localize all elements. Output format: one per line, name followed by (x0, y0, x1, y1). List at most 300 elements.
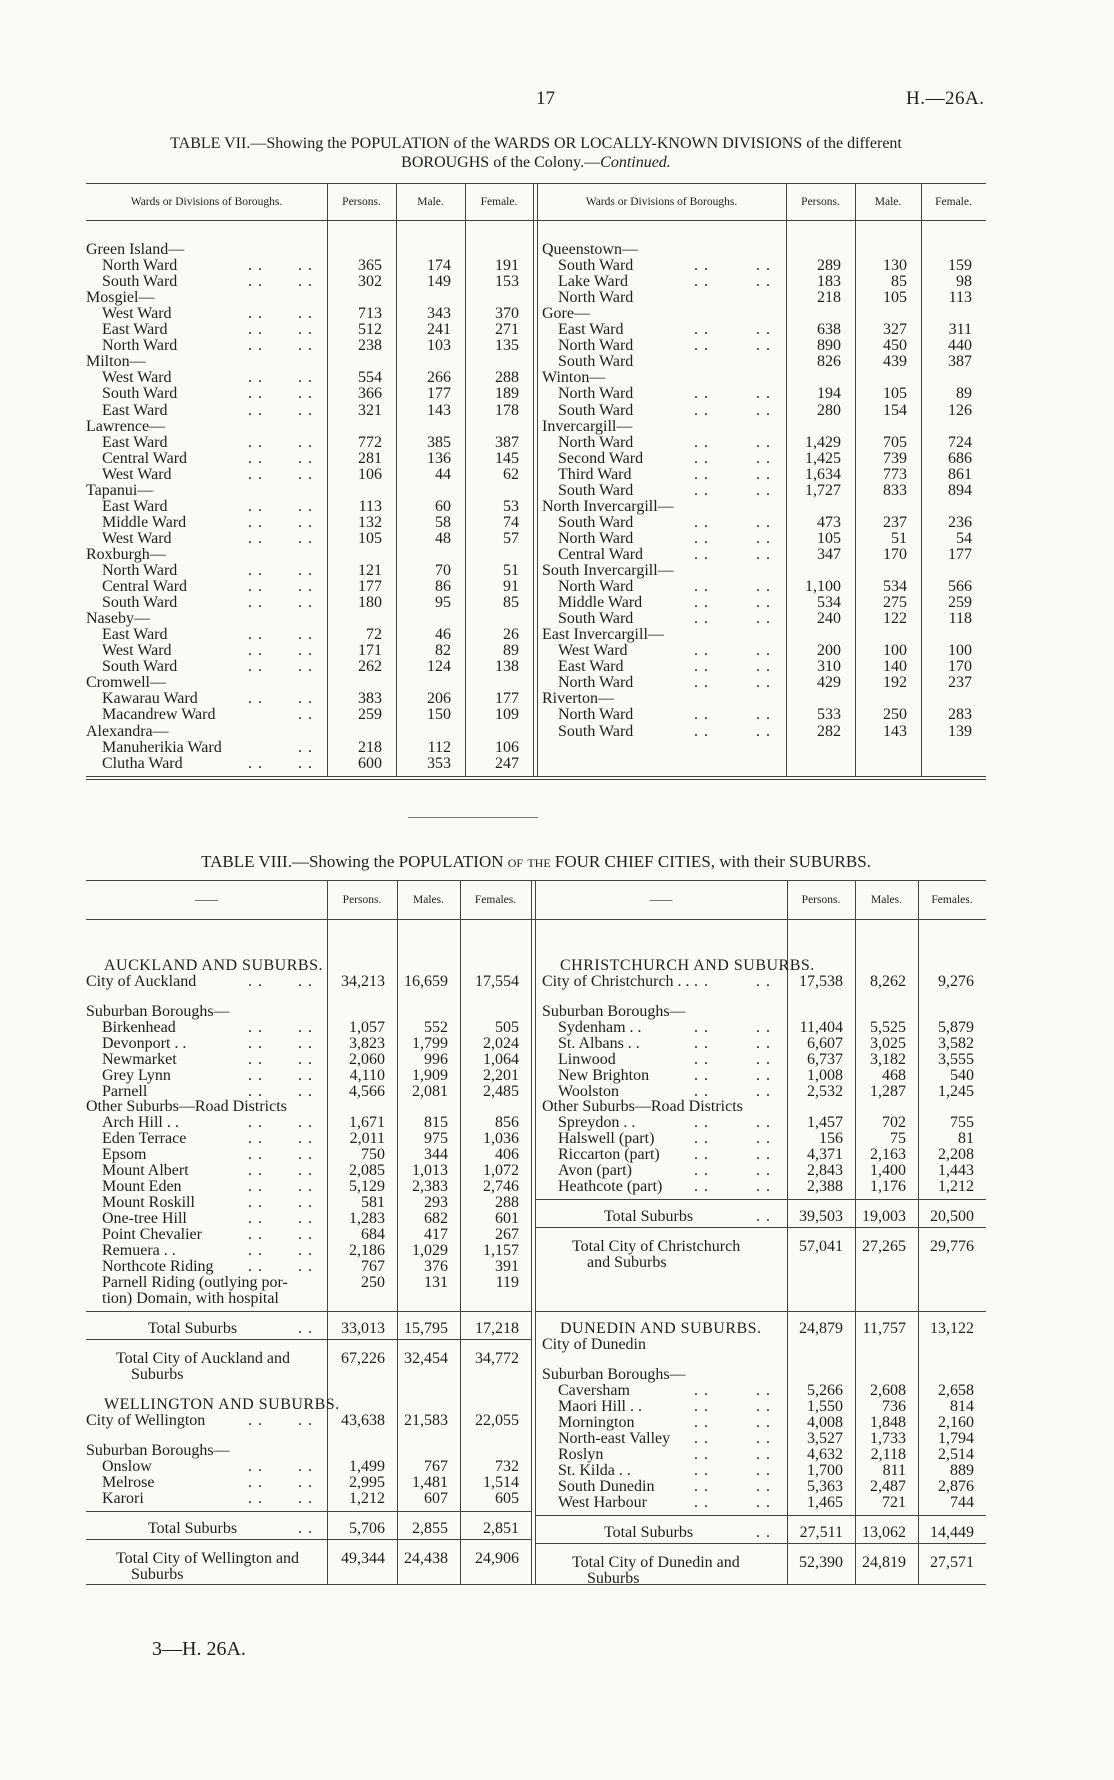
female-value: 109 (495, 706, 519, 724)
females-value: 2,658 (938, 1382, 974, 1399)
leader-dots: . . (248, 1083, 263, 1100)
female-value: 178 (495, 401, 519, 419)
group-heading: Other Suburbs—Road Districts (542, 1098, 743, 1115)
document-code: H.—26A. (906, 88, 985, 109)
leader-dots: . . (298, 385, 313, 403)
female-value: 283 (948, 706, 972, 724)
persons-value: 1,550 (807, 1398, 843, 1415)
table8-header-rule (86, 919, 986, 920)
ward-name: Third Ward (558, 465, 632, 483)
males-value: 1,848 (870, 1414, 906, 1431)
suburb-name: Birkenhead (102, 1019, 176, 1036)
persons-value: 240 (817, 610, 841, 628)
male-value: 105 (883, 289, 907, 307)
leader-dots: . . (756, 722, 771, 740)
males-value: 1,481 (412, 1474, 448, 1491)
leader-dots: . . (756, 642, 771, 660)
ward-name: South Ward (102, 385, 178, 403)
female-value: 135 (495, 337, 519, 355)
females-value: 1,036 (483, 1130, 519, 1147)
leader-dots: . . (298, 973, 313, 990)
table-row (0, 499, 1000, 515)
persons-value: 1,465 (807, 1494, 843, 1511)
leader-dots: . . (694, 578, 709, 596)
table-row (0, 595, 1000, 611)
ward-name: West Ward (102, 642, 172, 660)
persons-value: 2,186 (349, 1242, 385, 1259)
suburb-name: Arch Hill . . (102, 1114, 179, 1131)
table-row (0, 435, 1000, 451)
male-value: 773 (883, 465, 907, 483)
leader-dots: . . (694, 1083, 709, 1100)
persons-value: 34,213 (341, 973, 385, 990)
persons-value: 366 (358, 385, 382, 403)
persons-value: 39,503 (799, 1208, 843, 1225)
leader-dots: . . (298, 1019, 313, 1036)
female-value: 74 (503, 513, 519, 531)
leader-dots: . . (248, 594, 263, 612)
suburb-name: Parnell Riding (outlying por- (102, 1274, 288, 1291)
suburb-name: Grey Lynn (102, 1067, 171, 1084)
female-value: 387 (495, 433, 519, 451)
table7-left-header-female: Female. (480, 196, 518, 208)
females-value: 1,072 (483, 1162, 519, 1179)
females-value: 406 (495, 1146, 519, 1163)
table-row (0, 1255, 1000, 1271)
table-row (0, 1084, 1000, 1100)
leader-dots: . . (756, 529, 771, 547)
male-value: 143 (427, 401, 451, 419)
male-value: 206 (427, 690, 451, 708)
female-value: 686 (948, 449, 972, 467)
ward-name: Central Ward (102, 449, 188, 467)
table-row (0, 1147, 1000, 1163)
leader-dots: . . (694, 273, 709, 291)
table8-title: TABLE VIII.—Showing the POPULATION of the FOUR CHIEF CITIES, with their SUBURBS. (201, 852, 871, 871)
table-row (0, 707, 1000, 723)
table-row (0, 1383, 1000, 1399)
total-label: Total Suburbs (604, 1208, 694, 1225)
female-value: 288 (495, 369, 519, 387)
persons-value: 554 (358, 369, 382, 387)
leader-dots: . . (694, 1067, 709, 1084)
suburb-name: One-tree Hill (102, 1210, 187, 1227)
female-value: 861 (948, 465, 972, 483)
leader-dots: . . (694, 385, 709, 403)
leader-dots: . . (694, 1414, 709, 1431)
suburb-name: Newmarket (102, 1051, 177, 1068)
females-value: 3,555 (938, 1051, 974, 1068)
males-value: 996 (424, 1051, 448, 1068)
table-row (0, 1163, 1000, 1179)
leader-dots: . . (248, 1162, 263, 1179)
female-value: 236 (948, 513, 972, 531)
leader-dots: . . (248, 337, 263, 355)
table7-right-header-male: Male. (874, 196, 902, 208)
leader-dots: . . (756, 674, 771, 692)
leader-dots: . . (248, 1474, 263, 1491)
female-value: 89 (503, 642, 519, 660)
leader-dots: . . (694, 1130, 709, 1147)
table-row (0, 1495, 1000, 1511)
leader-dots: . . (694, 1146, 709, 1163)
leader-dots: . . (756, 513, 771, 531)
total-rule (535, 1227, 986, 1228)
female-value: 53 (503, 497, 519, 515)
table-row (0, 258, 1000, 274)
females-value: 540 (950, 1067, 974, 1084)
ward-name: South Ward (558, 481, 634, 499)
males-value: 19,003 (862, 1208, 906, 1225)
total-label: Total City of Wellington and (116, 1550, 300, 1567)
females-value: 5,879 (938, 1019, 974, 1036)
male-value: 51 (891, 529, 907, 547)
ward-name: East Ward (102, 497, 168, 515)
leader-dots: . . (756, 610, 771, 628)
females-value: 856 (495, 1114, 519, 1131)
leader-dots: . . (298, 1051, 313, 1068)
table7-top-rule (86, 183, 986, 184)
persons-value: 1,212 (349, 1490, 385, 1507)
leader-dots: . . (248, 658, 263, 676)
leader-dots: . . (248, 562, 263, 579)
leader-dots: . . (248, 1258, 263, 1275)
persons-value: 4,566 (349, 1083, 385, 1100)
borough-name: Invercargill— (542, 417, 633, 435)
table-row (0, 1036, 1000, 1052)
male-value: 149 (427, 273, 451, 291)
suburb-name: West Harbour (558, 1494, 647, 1511)
leader-dots: . . (248, 1178, 263, 1195)
leader-dots: . . (694, 1178, 709, 1195)
suburb-name: North-east Valley (558, 1430, 671, 1447)
leader-dots: . . (298, 690, 313, 708)
leader-dots: . . (248, 497, 263, 515)
group-heading: Suburban Boroughs— (542, 1003, 686, 1020)
ward-name: North Ward (558, 674, 634, 692)
males-value: 2,608 (870, 1382, 906, 1399)
leader-dots: . . (694, 1114, 709, 1131)
table-row (0, 386, 1000, 402)
leader-dots: . . (298, 1194, 313, 1211)
borough-name: Queenstown— (542, 241, 638, 258)
leader-dots: . . (248, 1019, 263, 1036)
leader-dots: . . (248, 626, 263, 644)
ward-name: North Ward (558, 529, 634, 547)
table-row (0, 1291, 1000, 1307)
male-value: 343 (427, 305, 451, 323)
females-value: 1,514 (483, 1474, 519, 1491)
leader-dots: . . (756, 594, 771, 612)
leader-dots: . . (248, 305, 263, 323)
ward-name: East Ward (102, 433, 168, 451)
leader-dots: . . (694, 529, 709, 547)
persons-value: 512 (358, 321, 382, 339)
table-row (0, 1004, 1000, 1020)
table-row (0, 1179, 1000, 1195)
males-value: 1,799 (412, 1035, 448, 1052)
females-value: 29,776 (930, 1238, 974, 1255)
table-row (0, 451, 1000, 467)
leader-dots: . . (694, 481, 709, 499)
table8-right-header-males: Males. (871, 894, 902, 906)
leader-dots: . . (756, 385, 771, 403)
leader-dots: . . (756, 1083, 771, 1100)
leader-dots: . . (694, 642, 709, 660)
suburb-name: South Dunedin (558, 1478, 655, 1495)
persons-value: 105 (817, 529, 841, 547)
leader-dots: . . (756, 1130, 771, 1147)
female-value: 139 (948, 722, 972, 740)
males-value: 3,182 (870, 1051, 906, 1068)
leader-dots: . . (298, 273, 313, 291)
leader-dots: . . (248, 401, 263, 419)
males-value: 16,659 (404, 973, 448, 990)
leader-dots: . . (694, 337, 709, 355)
persons-value: 24,879 (799, 1320, 843, 1337)
persons-value: 27,511 (799, 1524, 843, 1541)
table-row (0, 1555, 1000, 1571)
males-value: 8,262 (870, 973, 906, 990)
leader-dots: . . (756, 257, 771, 275)
total-rule (86, 1511, 531, 1512)
females-value: 1,212 (938, 1178, 974, 1195)
ward-name: East Ward (558, 321, 624, 339)
leader-dots: . . (756, 337, 771, 355)
female-value: 145 (495, 449, 519, 467)
leader-dots: . . (248, 1194, 263, 1211)
table-row (0, 1431, 1000, 1447)
males-value: 5,525 (870, 1019, 906, 1036)
persons-value: 262 (358, 658, 382, 676)
females-value: 3,582 (938, 1035, 974, 1052)
leader-dots: . . (694, 1051, 709, 1068)
suburb-name: Onslow (102, 1458, 152, 1475)
leader-dots: . . (248, 642, 263, 660)
ward-name: North Ward (102, 337, 178, 355)
leader-dots: . . (298, 1083, 313, 1100)
leader-dots: . . (756, 1035, 771, 1052)
persons-value: 238 (358, 337, 382, 355)
leader-dots: . . (756, 1019, 771, 1036)
female-value: 259 (948, 594, 972, 612)
leader-dots: . . (694, 1430, 709, 1447)
persons-value: 1,057 (349, 1019, 385, 1036)
total-label: Suburbs (131, 1366, 184, 1383)
ward-name: North Ward (102, 562, 178, 579)
section-heading: CHRISTCHURCH AND SUBURBS. (560, 957, 815, 974)
males-value: 1,909 (412, 1067, 448, 1084)
male-value: 60 (435, 497, 451, 515)
leader-dots: . . (756, 973, 771, 990)
table-row (0, 1479, 1000, 1495)
leader-dots: . . (248, 578, 263, 596)
females-value: 755 (950, 1114, 974, 1131)
table-row (0, 1396, 1000, 1415)
female-value: 271 (495, 321, 519, 339)
persons-value: 750 (361, 1146, 385, 1163)
male-value: 122 (883, 610, 907, 628)
persons-value: 2,011 (349, 1130, 385, 1147)
females-value: 2,746 (483, 1178, 519, 1195)
ward-name: Middle Ward (558, 594, 643, 612)
leader-dots: . . (694, 257, 709, 275)
male-value: 241 (427, 321, 451, 339)
male-value: 58 (435, 513, 451, 531)
leader-dots: . . (298, 1114, 313, 1131)
table-row (0, 242, 1000, 258)
leader-dots: . . (756, 1051, 771, 1068)
females-value: 2,160 (938, 1414, 974, 1431)
leader-dots: . . (298, 529, 313, 547)
female-value: 191 (495, 257, 519, 275)
leader-dots: . . (298, 1210, 313, 1227)
table-row (0, 579, 1000, 595)
male-value: 48 (435, 529, 451, 547)
females-value: 17,554 (475, 973, 519, 990)
table8-top-rule (86, 880, 986, 881)
section-heading: AUCKLAND AND SUBURBS. (104, 957, 323, 974)
female-value: 57 (503, 529, 519, 547)
females-value: 2,851 (483, 1520, 519, 1537)
males-value: 32,454 (404, 1350, 448, 1367)
table-row (0, 1131, 1000, 1147)
total-rule (86, 1539, 531, 1540)
ward-name: West Ward (102, 529, 172, 547)
table8-right-header-dash: —— (649, 894, 673, 906)
leader-dots: . . (694, 706, 709, 724)
persons-value: 156 (819, 1130, 843, 1147)
females-value: 2,876 (938, 1478, 974, 1495)
leader-dots: . . (694, 321, 709, 339)
persons-value: 1,100 (805, 578, 841, 596)
suburb-name: Linwood (558, 1051, 616, 1068)
table7-title-line1: TABLE VII.—Showing the POPULATION of the WARDS OR LOCALLY-KNOWN DIVISIONS of the different (170, 135, 902, 152)
table7-bottom-rule (86, 776, 986, 777)
leader-dots: . . (298, 369, 313, 387)
male-value: 103 (427, 337, 451, 355)
leader-dots: . . (756, 1178, 771, 1195)
females-value: 889 (950, 1462, 974, 1479)
ward-name: Lake Ward (558, 273, 628, 291)
leader-dots: . . (694, 1446, 709, 1463)
persons-value: 2,085 (349, 1162, 385, 1179)
leader-dots: . . (298, 1178, 313, 1195)
males-value: 13,062 (862, 1524, 906, 1541)
group-heading: Suburban Boroughs— (86, 1442, 230, 1459)
persons-value: 5,706 (349, 1520, 385, 1537)
male-value: 100 (883, 642, 907, 660)
table-row (0, 483, 1000, 499)
persons-value: 534 (817, 594, 841, 612)
persons-value: 33,013 (341, 1320, 385, 1337)
persons-value: 1,457 (807, 1114, 843, 1131)
males-value: 815 (424, 1114, 448, 1131)
leader-dots: . . (756, 465, 771, 483)
total-label: Total City of Dunedin and (572, 1554, 740, 1571)
table-row (0, 306, 1000, 322)
female-value: 894 (948, 481, 972, 499)
ward-name: South Ward (102, 273, 178, 291)
male-value: 130 (883, 257, 907, 275)
persons-value: 200 (817, 642, 841, 660)
leader-dots: . . (756, 449, 771, 467)
leader-dots: . . (298, 1412, 313, 1429)
table-row (0, 1571, 1000, 1587)
persons-value: 302 (358, 273, 382, 291)
persons-value: 4,110 (349, 1067, 385, 1084)
females-value: 24,906 (475, 1550, 519, 1567)
leader-dots: . . (694, 401, 709, 419)
table8-left-header-dash: —— (195, 894, 218, 906)
table-row (0, 419, 1000, 435)
borough-name: Tapanui— (86, 481, 154, 499)
females-value: 1,443 (938, 1162, 974, 1179)
ward-name: East Ward (102, 626, 168, 644)
male-value: 275 (883, 594, 907, 612)
persons-value: 52,390 (799, 1554, 843, 1571)
leader-dots: . . (248, 529, 263, 547)
leader-dots: . . (298, 1130, 313, 1147)
table8-right-header-persons: Persons. (801, 894, 841, 906)
males-value: 3,025 (870, 1035, 906, 1052)
ward-name: South Ward (558, 722, 634, 740)
table-row (0, 1367, 1000, 1383)
table7-left-header-division: Wards or Divisions of Boroughs. (130, 196, 283, 208)
leader-dots: . . (756, 1446, 771, 1463)
table-row (0, 338, 1000, 354)
male-value: 140 (883, 658, 907, 676)
persons-value: 684 (361, 1226, 385, 1243)
leader-dots: . . (694, 722, 709, 740)
suburb-name: Devonport . . (102, 1035, 187, 1052)
persons-value: 2,388 (807, 1178, 843, 1195)
leader-dots: . . (756, 1114, 771, 1131)
table-row (0, 467, 1000, 483)
borough-name: Gore— (542, 305, 590, 323)
table-row (0, 724, 1000, 740)
leader-dots: . . (298, 594, 313, 612)
persons-value: 772 (358, 433, 382, 451)
males-value: 344 (424, 1146, 448, 1163)
leader-dots: . . (298, 449, 313, 467)
male-value: 44 (435, 465, 451, 483)
ward-name: East Ward (102, 321, 168, 339)
females-value: 13,122 (930, 1320, 974, 1337)
ward-name: Kawarau Ward (102, 690, 198, 708)
males-value: 607 (424, 1490, 448, 1507)
males-value: 1,176 (870, 1178, 906, 1195)
leader-dots: . . (756, 1146, 771, 1163)
persons-value: 3,527 (807, 1430, 843, 1447)
persons-value: 289 (817, 257, 841, 275)
leader-dots: . . (298, 497, 313, 515)
males-value: 376 (424, 1258, 448, 1275)
table-row (0, 1351, 1000, 1367)
females-value: 1,064 (483, 1051, 519, 1068)
suburb-name: Halswell (part) (558, 1130, 655, 1147)
female-value: 106 (495, 738, 519, 756)
table-row (0, 1115, 1000, 1131)
leader-dots: . . (694, 1478, 709, 1495)
leader-dots: . . (298, 433, 313, 451)
ward-name: South Ward (558, 401, 634, 419)
persons-value: 106 (358, 465, 382, 483)
table8-right-header-females: Females. (931, 894, 973, 906)
ward-name: Central Ward (102, 578, 188, 596)
persons-value: 194 (817, 385, 841, 403)
leader-dots: . . (298, 321, 313, 339)
